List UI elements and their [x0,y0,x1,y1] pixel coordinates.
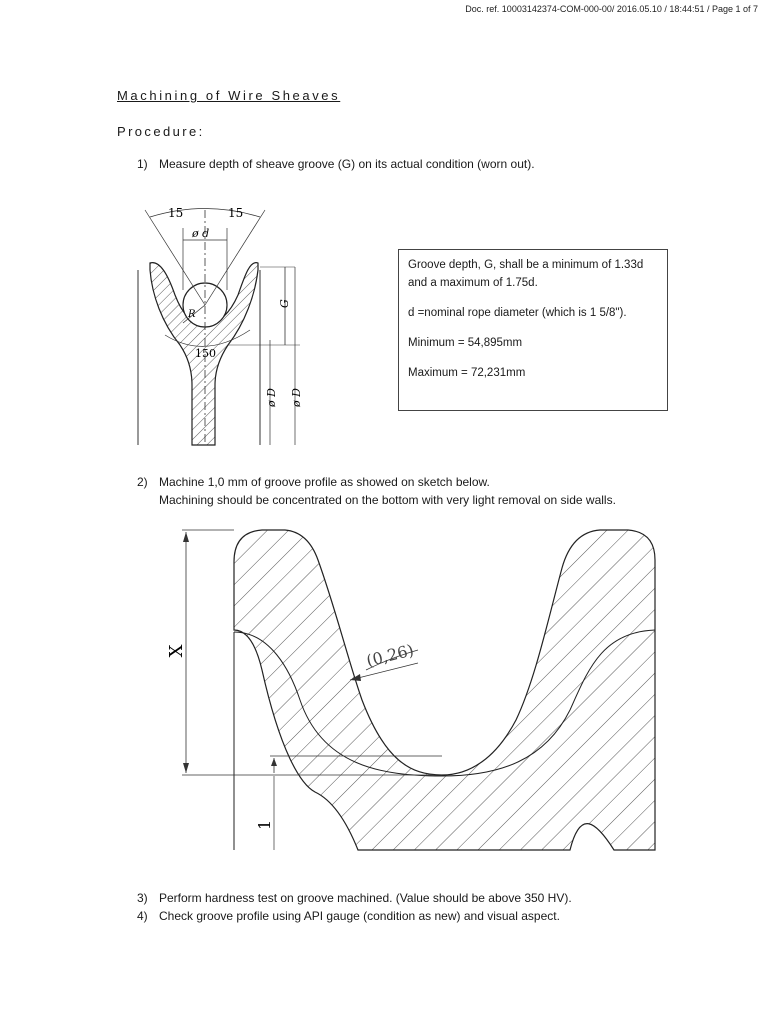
diameter-d2-label: ø D [290,388,303,407]
diameter-d1-label: ø D [265,388,278,407]
tolerance-label: (0,26) [364,640,416,671]
x-dimension-label: X [166,644,187,658]
g-dimension-label: G [278,299,291,308]
groove-profile-sketch [150,520,710,855]
step-text: Perform hardness test on groove machined. (Value should be above 350 HV). [159,891,572,905]
radius-label: R [188,309,196,320]
angle-bottom-label: 150 [195,347,216,360]
step-text: Measure depth of sheave groove (G) on its actual condition (worn out). [159,157,535,171]
groove-depth-info-box [398,249,668,411]
sheave-section-sketch [110,195,330,455]
page-title: Machining of Wire Sheaves [117,88,341,103]
info-line: Groove depth, G, shall be a minimum of 1.33d [408,259,644,271]
info-line: Minimum = 54,895mm [408,337,523,349]
procedure-label: Procedure: [117,124,205,139]
angle-right-label: 15 [228,206,244,220]
angle-left-label: 15 [168,206,184,220]
info-line: Maximum = 72,231mm [408,367,526,379]
step-number: 4) [137,909,148,923]
info-line: and a maximum of 1.75d. [408,277,538,289]
step-number: 1) [137,157,148,171]
step-number: 2) [137,475,148,489]
doc-reference: Doc. ref. 10003142374-COM-000-00/ 2016.05.10 / 18:44:51 / Page 1 of 7 [465,4,758,14]
rope-diameter-label: ø d [192,227,210,240]
step-text: Machine 1,0 mm of groove profile as showed on sketch below. [159,475,490,489]
info-line: d =nominal rope diameter (which is 1 5/8"). [408,307,627,319]
step-text: Check groove profile using API gauge (condition as new) and visual aspect. [159,909,560,923]
one-mm-label: 1 [255,819,274,830]
step-number: 3) [137,891,148,905]
step-text: Machining should be concentrated on the bottom with very light removal on side walls. [159,493,616,507]
